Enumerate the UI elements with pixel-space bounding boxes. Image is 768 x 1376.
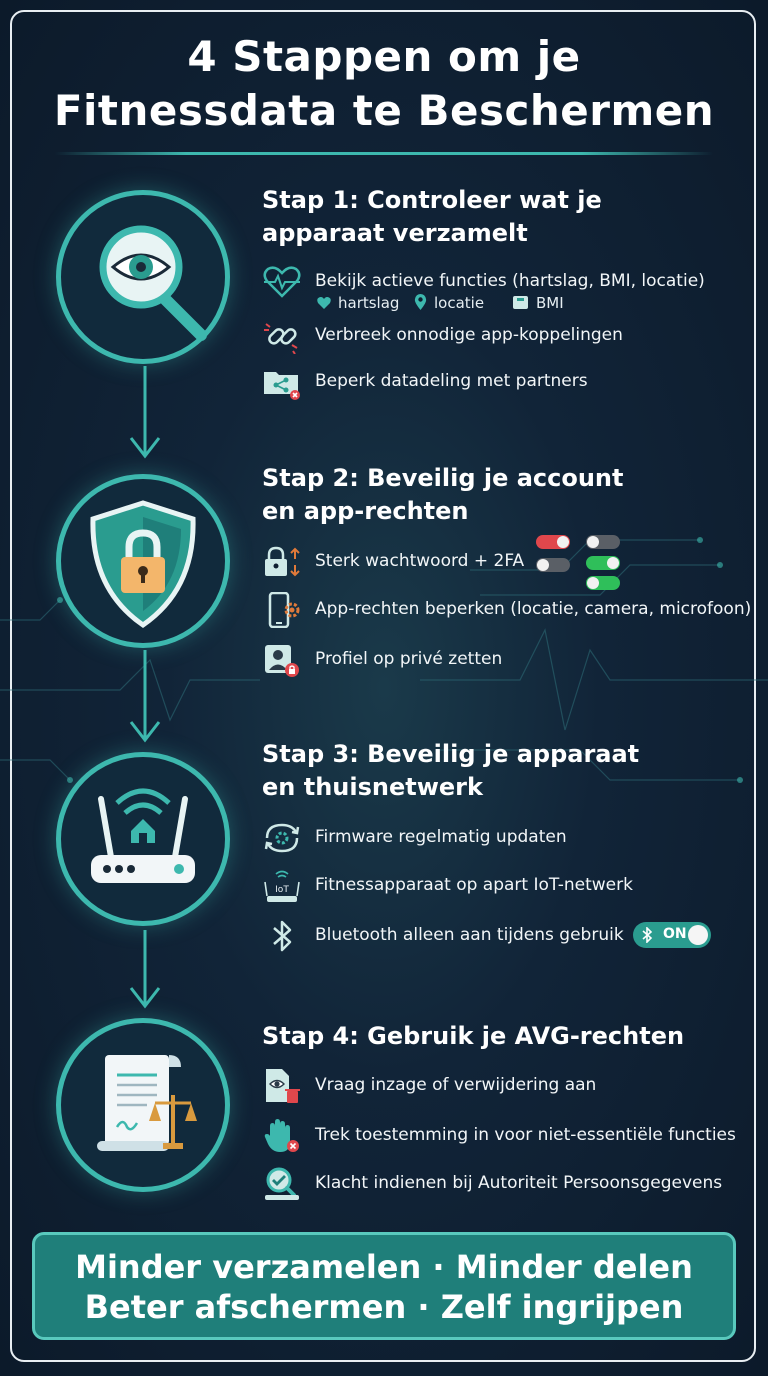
bluetooth-toggle[interactable] — [633, 922, 711, 948]
step-1-title — [262, 184, 602, 250]
sub-label-bmi: BMI — [536, 294, 564, 312]
summary-line-1: Minder verzamelen · Minder delen — [75, 1248, 693, 1286]
step-1-title-line-2: apparaat verzamelt — [262, 219, 528, 247]
step-2-title-line-2: en app-rechten — [262, 497, 469, 525]
shield-lock-icon — [61, 479, 225, 643]
bluetooth-small-icon — [641, 927, 653, 943]
bluetooth-icon — [262, 918, 302, 954]
step-3-title-line-1: Stap 3: Beveilig je apparaat — [262, 740, 640, 768]
broken-link-icon — [262, 318, 302, 354]
summary-line-2: Beter afschermen · Zelf ingrijpen — [84, 1288, 684, 1326]
item-text: Bluetooth alleen aan tijdens gebruik — [315, 925, 624, 945]
phone-gear-icon — [262, 592, 302, 628]
title-line-1: 4 Stappen om je — [187, 32, 581, 81]
toggle-switch[interactable] — [536, 535, 570, 549]
location-pin-icon — [414, 294, 427, 311]
step-3-title-line-2: en thuisnetwerk — [262, 773, 483, 801]
item-text: Fitnessapparaat op apart IoT-netwerk — [315, 875, 633, 895]
lock-arrows-icon — [262, 544, 302, 580]
step-2-title — [262, 462, 624, 528]
step-2-title-line-1: Stap 2: Beveilig je account — [262, 464, 624, 492]
item-text: Vraag inzage of verwijdering aan — [315, 1075, 597, 1095]
heart-pulse-icon — [262, 264, 302, 300]
item-text: Beperk datadeling met partners — [315, 371, 588, 391]
page-title — [0, 30, 768, 138]
arrow-down-icon — [127, 930, 163, 1010]
iot-label: IoT — [275, 885, 289, 895]
title-line-2: Fitnessdata te Beschermen — [53, 86, 715, 135]
profile-lock-icon — [262, 642, 302, 678]
step-3-circle — [56, 752, 230, 926]
hand-stop-icon — [262, 1118, 302, 1154]
toggle-state-label: ON — [663, 926, 687, 942]
router-home-icon — [61, 757, 225, 921]
iot-router-icon — [262, 868, 302, 904]
item-text: App-rechten beperken (locatie, camera, microfoon) — [315, 599, 752, 619]
item-text: Verbreek onnodige app-koppelingen — [315, 325, 623, 345]
sub-label-heartrate: hartslag — [338, 294, 400, 312]
step-2-circle — [56, 474, 230, 648]
item-text: Trek toestemming in voor niet-essentiële functies — [315, 1125, 736, 1145]
step-4-circle — [56, 1018, 230, 1192]
step-4-title-line-1: Stap 4: Gebruik je AVG-rechten — [262, 1022, 685, 1050]
folder-share-blocked-icon — [262, 364, 302, 400]
arrow-down-icon — [127, 366, 163, 462]
item-text: Profiel op privé zetten — [315, 649, 503, 669]
small-heart-icon — [316, 296, 332, 310]
toggle-switch[interactable] — [586, 535, 620, 549]
toggle-switch[interactable] — [586, 556, 620, 570]
item-text: Bekijk actieve functies (hartslag, BMI, locatie) — [315, 271, 705, 291]
toggle-switch[interactable] — [586, 576, 620, 590]
step-4-title — [262, 1020, 684, 1053]
sub-label-location: locatie — [434, 294, 485, 312]
refresh-gear-icon — [262, 820, 302, 856]
toggle-knob — [688, 925, 708, 945]
scale-icon — [512, 295, 529, 310]
magnifier-eye-icon — [61, 195, 225, 359]
document-eye-delete-icon — [262, 1068, 302, 1104]
step-1-circle — [56, 190, 230, 364]
magnifier-check-icon — [262, 1166, 302, 1202]
title-divider — [55, 152, 713, 155]
toggle-switch[interactable] — [536, 558, 570, 572]
document-scales-icon — [61, 1023, 225, 1187]
item-text: Sterk wachtwoord + 2FA — [315, 551, 525, 571]
step-1-title-line-1: Stap 1: Controleer wat je — [262, 186, 602, 214]
summary-banner — [32, 1232, 736, 1340]
step-3-title — [262, 738, 639, 804]
item-text: Klacht indienen bij Autoriteit Persoonsgegevens — [315, 1173, 723, 1193]
arrow-down-icon — [127, 650, 163, 746]
item-text: Firmware regelmatig updaten — [315, 827, 567, 847]
